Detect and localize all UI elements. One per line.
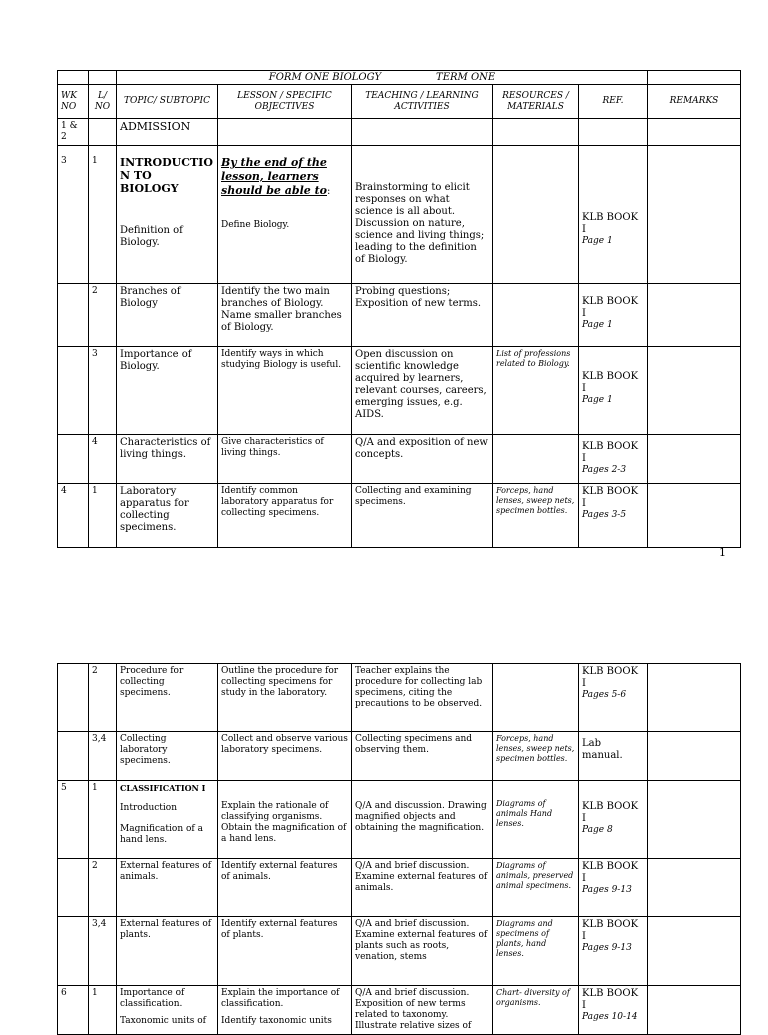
objective-cell: Identify external features of animals. [218,859,352,917]
table-row [58,347,741,435]
table-row [58,119,741,146]
activities-cell: Brainstorming to elicit responses on what science is all about. Discussion on nature, science and living things; leading to the definition of Biology. [352,146,493,284]
objective-cell: Outline the procedure for collecting specimens for study in the laboratory. [218,664,352,732]
topic-cell: Magnification of a hand lens. [120,824,203,845]
subject-title: FORM ONE BIOLOGY [268,72,382,83]
header-lesson: LESSON / SPECIFIC OBJECTIVES [218,85,352,119]
lno-cell: 1 [89,781,117,859]
table-row [58,917,741,986]
topic-cell: Collecting laboratory specimens. [117,732,218,781]
topic-cell: Procedure for collecting specimens. [117,664,218,732]
activities-cut: Illustrate relative sizes of [355,1021,472,1031]
scheme-table-page-1 [57,70,741,548]
topic-cell: Importance of classification. [120,988,185,1009]
ref-page: Page 8 [582,825,613,835]
ref-page: Page 1 [582,236,613,246]
ref-page: Pages 2-3 [582,465,627,475]
lno-cell: 1 [89,146,117,284]
topic-cell: External features of plants. [117,917,218,986]
lno-cell: 3 [89,347,117,435]
table-row [58,284,741,347]
ref-cell: KLB BOOK I [582,296,639,319]
wk-cell: 5 [58,781,89,859]
topic-cell: Laboratory apparatus for collecting specimens. [117,484,218,548]
topic-cell: Importance of Biology. [117,347,218,435]
header-wk: WK NO [58,85,89,119]
objective-colon: : [327,186,331,197]
objective-cut: Identify taxonomic units [221,1016,332,1026]
activities-cell: Open discussion on scientific knowledge acquired by learners, relevant courses, careers, emerging issues, e.g. AIDS. [352,347,493,435]
lno-cell: 1 [89,986,117,1035]
table-row [58,986,741,1035]
objective-cell: Identify the two main branches of Biology. Name smaller branches of Biology. [218,284,352,347]
ref-cell: KLB BOOK I [582,919,639,942]
topic-cell: Characteristics of living things. [117,435,218,484]
table-title [117,71,648,85]
resources-cell: Diagrams of animals Hand lenses. [493,781,579,859]
activities-cell: Q/A and brief discussion. Examine external features of animals. [352,859,493,917]
topic-heading: CLASSIFICATION I [120,783,206,793]
ref-page: Pages 9-13 [582,885,632,895]
resources-cell: Diagrams of animals, preserved animal specimens. [493,859,579,917]
ref-page: Page 1 [582,395,613,405]
header-teaching: TEACHING / LEARNING ACTIVITIES [352,85,493,119]
table-row [58,664,741,732]
ref-page: Pages 10-14 [582,1012,638,1022]
ref-page: Page 1 [582,320,613,330]
objective-cell: Give characteristics of living things. [218,435,352,484]
resources-cell: Chart- diversity of organisms. [493,986,579,1035]
header-topic: TOPIC/ SUBTOPIC [117,85,218,119]
activities-cell: Probing questions; Exposition of new terms. [352,284,493,347]
scheme-table-page-2 [57,663,741,1035]
topic-heading: INTRODUCTION TO BIOLOGY [120,156,213,195]
topic-cell: External features of animals. [117,859,218,917]
objective-cell: Identify external features of plants. [218,917,352,986]
header-lno: L/ NO [89,85,117,119]
topic-intro: Introduction [120,803,177,813]
resources-cell: Forceps, hand lenses, sweep nets, specimen bottles. [493,732,579,781]
lno-cell: 4 [89,435,117,484]
objective-cell: Explain the rationale of classifying organisms. Obtain the magnification of a hand lens. [218,781,352,859]
activities-cell: Q/A and brief discussion. Examine external features of plants such as roots, venation, stems [352,917,493,986]
objective-cell: Define Biology. [221,220,290,230]
ref-cell: KLB BOOK I [582,371,639,394]
ref-page: Pages 5-6 [582,690,627,700]
ref-cell: KLB BOOK I [582,861,639,884]
page-number: 1 [719,546,726,559]
objective-cell: Explain the importance of classification. [221,988,340,1009]
header-ref: REF. [579,85,648,119]
lno-cell: 3,4 [89,732,117,781]
objective-cell: Identify ways in which studying Biology is useful. [218,347,352,435]
ref-cell: KLB BOOK I [582,441,639,464]
topic-cell: Definition of Biology. [120,225,183,248]
activities-cell: Q/A and brief discussion. Exposition of new terms related to taxonomy. [355,988,470,1020]
table-row [58,781,741,859]
resources-cell: Forceps, hand lenses, sweep nets, specimen bottles. [493,484,579,548]
term-title: TERM ONE [436,72,496,83]
header-resources: RESOURCES / MATERIALS [493,85,579,119]
lno-cell: 2 [89,859,117,917]
objective-cell: Collect and observe various laboratory specimens. [218,732,352,781]
topic-cell: ADMISSION [117,119,218,146]
title-row [58,71,741,85]
activities-cell: Collecting and examining specimens. [352,484,493,548]
ref-page: Pages 3-5 [582,510,627,520]
ref-cell: KLB BOOK I [582,988,639,1011]
table-row [58,146,741,284]
table-row [58,732,741,781]
table-row [58,859,741,917]
resources-cell: List of professions related to Biology. [493,347,579,435]
ref-cell: KLB BOOK I [582,212,639,235]
wk-cell: 1 & 2 [58,119,89,146]
objective-cell: Identify common laboratory apparatus for collecting specimens. [218,484,352,548]
activities-cell: Q/A and discussion. Drawing magnified objects and obtaining the magnification. [352,781,493,859]
table-row [58,435,741,484]
topic-cut: Taxonomic units of [120,1016,207,1026]
ref-page: Pages 9-13 [582,943,632,953]
lno-cell: 3,4 [89,917,117,986]
wk-cell: 4 [58,484,89,548]
ref-cell: KLB BOOK I [582,486,639,509]
lno-cell: 1 [89,484,117,548]
table-row [58,484,741,548]
activities-cell: Teacher explains the procedure for collecting lab specimens, citing the precautions to be observed. [352,664,493,732]
wk-cell: 6 [58,986,89,1035]
objective-intro: By the end of the lesson, learners should be able to [221,156,327,197]
activities-cell: Collecting specimens and observing them. [352,732,493,781]
ref-cell: KLB BOOK I [582,666,639,689]
topic-cell: Branches of Biology [117,284,218,347]
ref-cell: KLB BOOK I [582,801,639,824]
resources-cell: Diagrams and specimens of plants, hand lenses. [493,917,579,986]
wk-cell: 3 [58,146,89,284]
ref-cell: Lab manual. [579,732,648,781]
header-row [58,85,741,119]
lno-cell: 2 [89,284,117,347]
header-remarks: REMARKS [648,85,741,119]
activities-cell: Q/A and exposition of new concepts. [352,435,493,484]
lno-cell: 2 [89,664,117,732]
